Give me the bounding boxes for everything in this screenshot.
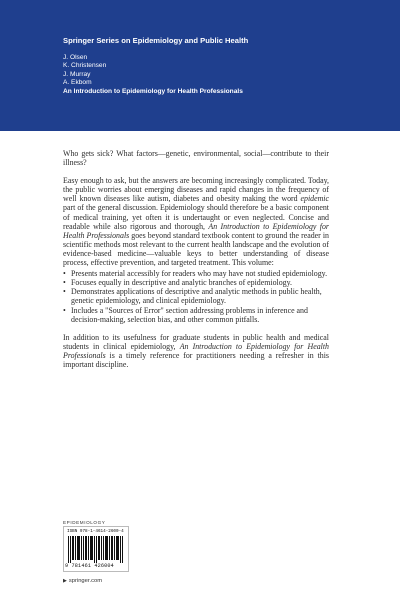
closing-paragraph	[63, 333, 329, 369]
closing-text-2: is a timely reference for practitioners needing a refresher in this important discipline.	[63, 350, 329, 369]
barcode-bars	[68, 536, 124, 563]
closing-text-1: In addition to its usefulness for graduate students in public health and medical students in clinical epidemiology,	[63, 332, 329, 351]
author-1: J. Olsen	[63, 54, 88, 61]
list-item: • Presents material accessibly for readers who may have not studied epidemiology.	[63, 269, 329, 278]
right-arrow-icon: ▶	[63, 578, 67, 584]
list-item: • Demonstrates applications of descriptive and analytic methods in public health, genetic epidemiology, and clinical epidemiology.	[63, 287, 329, 305]
list-item: • Includes a "Sources of Error" section addressing problems in inference and decision-making, selection bias, and other common pitfalls.	[63, 306, 329, 324]
author-4: A. Ekbom	[63, 79, 92, 87]
closing-emphasis: An Introduction to Epidemiology for Health Professionals	[63, 341, 330, 360]
isbn-text: ISBN 978-1-4614-2600-4	[67, 529, 124, 534]
publisher-url: springer.com	[68, 578, 103, 584]
main-paragraph-text-1: Easy enough to ask, but the answers are becoming increasingly complicated. Today, the public worries about emerging diseases and rapid changes in the frequency of well known diseases like autism, diabetes and obesity making the word	[63, 176, 329, 204]
main-paragraph-emphasis-2: An Introduction to Epidemiology for Health Professionals	[63, 221, 329, 240]
main-paragraph-text-3: goes beyond standard textbook content to ground the reader in scientific methods most relevant to the current health landscape and the evolution of evidence-based medicine—valuable keys to better understanding of disease process, effective prevention, and targeted treatment. This volume:	[63, 230, 330, 268]
category-label: EPIDEMIOLOGY	[63, 520, 106, 525]
main-paragraph	[63, 176, 329, 267]
author-3: J. Murray	[63, 70, 91, 78]
feature-list	[63, 269, 329, 324]
barcode-digits: 9 781461 426004	[65, 563, 114, 569]
book-title: An Introduction to Epidemiology for Health Professionals	[63, 87, 243, 95]
barcode	[63, 526, 129, 572]
intro-question: Who gets sick? What factors—genetic, environmental, social—contribute to their illness?	[63, 149, 329, 168]
author-2: K. Christensen	[63, 62, 107, 70]
main-paragraph-emphasis-1: epidemic	[300, 194, 329, 204]
main-paragraph-text-2: part of the general discussion. Epidemiology should therefore be a basic component of medical training, yet often it is undertaught or even neglected. Concise and readable while also rigorous and thorough,	[63, 203, 329, 231]
series-info	[63, 36, 383, 96]
list-item: • Focuses equally in descriptive and analytic branches of epidemiology.	[63, 278, 329, 287]
back-cover-description	[63, 149, 329, 369]
series-title: Springer Series on Epidemiology and Public Health	[63, 36, 249, 45]
publisher-link[interactable]	[63, 578, 102, 584]
